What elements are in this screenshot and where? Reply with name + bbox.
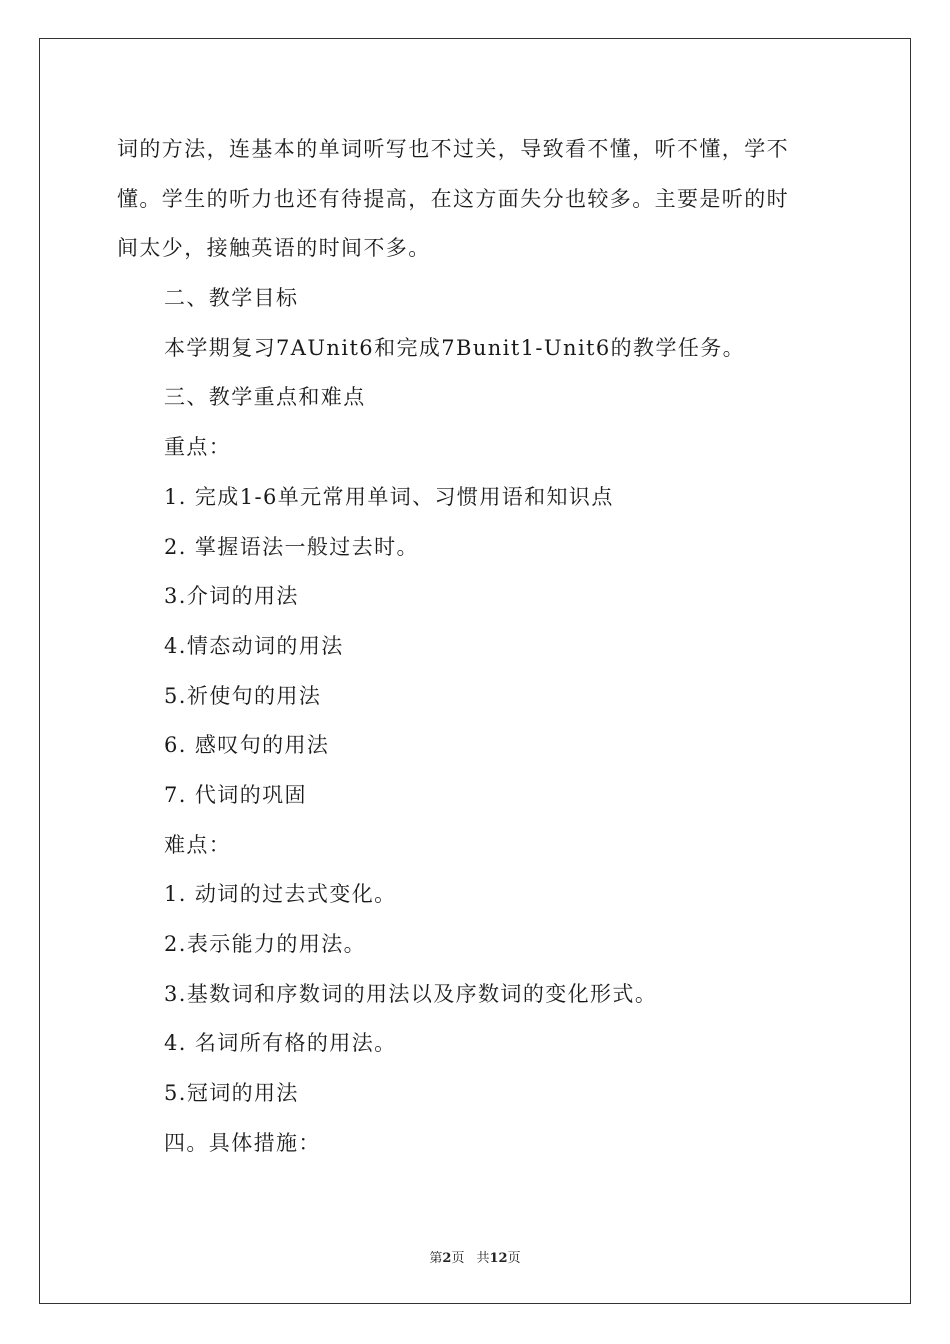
total-prefix: 共: [476, 1251, 490, 1266]
list-item: 7. 代词的巩固: [164, 782, 307, 807]
list-item: 3.介词的用法: [164, 584, 299, 609]
list-item: 4.情态动词的用法: [164, 633, 344, 658]
total-pages: 12: [489, 1251, 508, 1266]
subheading-difficulties: 难点：: [164, 832, 232, 857]
page-number: 2: [442, 1251, 452, 1266]
paragraph-line: 词的方法，连基本的单词听写也不过关，导致看不懂，听不懂，学不: [117, 137, 789, 161]
teaching-goal-text: 本学期复习7AUnit6和完成7Bunit1-Unit6的教学任务。: [164, 335, 746, 360]
list-item: 5.祈使句的用法: [164, 683, 322, 708]
list-item: 2. 掌握语法一般过去时。: [164, 534, 419, 559]
total-suffix: 页: [507, 1251, 521, 1266]
section-heading-teaching-goals: 二、教学目标: [164, 286, 299, 311]
list-item: 5.冠词的用法: [164, 1081, 299, 1106]
paragraph-line: 间太少，接触英语的时间不多。: [117, 236, 431, 261]
section-heading-key-points: 三、教学重点和难点: [164, 385, 366, 410]
page-footer: [0, 1247, 950, 1266]
list-item: 6. 感叹句的用法: [164, 733, 330, 758]
list-item: 3.基数词和序数词的用法以及序数词的变化形式。: [164, 981, 658, 1006]
section-heading-measures: 四。具体措施：: [164, 1130, 321, 1155]
list-item: 1. 动词的过去式变化。: [164, 882, 397, 907]
list-item: 2.表示能力的用法。: [164, 932, 367, 956]
page-suffix: 页: [451, 1251, 465, 1266]
paragraph-line: 懂。学生的听力也还有待提高，在这方面失分也较多。主要是听的时: [117, 186, 789, 211]
page-prefix: 第: [429, 1251, 443, 1266]
list-item: 4. 名词所有格的用法。: [164, 1031, 397, 1056]
subheading-key-points: 重点：: [164, 435, 232, 460]
list-item: 1. 完成1-6单元常用单词、习惯用语和知识点: [164, 484, 614, 509]
document-body: [117, 125, 837, 1168]
